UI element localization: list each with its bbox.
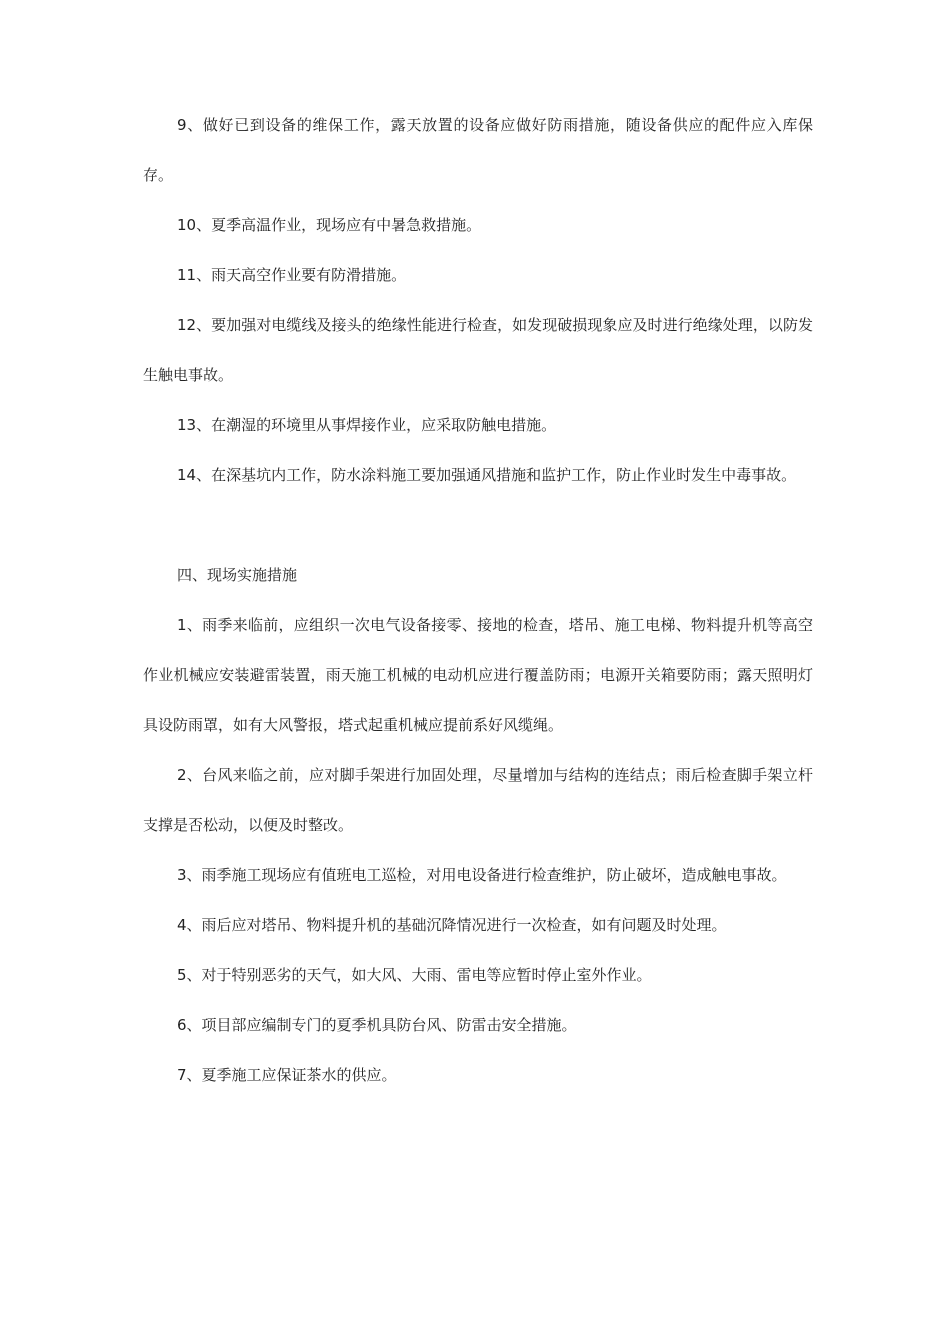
measure-item-3: 3、雨季施工现场应有值班电工巡检，对用电设备进行检查维护，防止破坏，造成触电事故。 (177, 866, 787, 884)
section-heading: 四、现场实施措施 (177, 566, 298, 584)
measure-item-1: 1、雨季来临前，应组织一次电气设备接零、接地的检查，塔吊、施工电梯、物料提升机等高空作业机械应安装避雷装置，雨天施工机械的电动机应进行覆盖防雨；电源开关箱要防雨；露天照明灯具设防雨罩，如有大风警报，塔式起重机械应提前系好风缆绳。 (143, 616, 813, 734)
measure-item-4: 4、雨后应对塔吊、物料提升机的基础沉降情况进行一次检查，如有问题及时处理。 (177, 916, 727, 934)
measure-item-7: 7、夏季施工应保证茶水的供应。 (177, 1066, 397, 1084)
document-body (143, 100, 813, 1100)
measure-item-5: 5、对于特别恶劣的天气，如大风、大雨、雷电等应暂时停止室外作业。 (177, 966, 652, 984)
paragraph-item-13: 13、在潮湿的环境里从事焊接作业，应采取防触电措施。 (177, 416, 557, 434)
paragraph-item-10: 10、夏季高温作业，现场应有中暑急救措施。 (177, 216, 482, 234)
paragraph-item-14: 14、在深基坑内工作，防水涂料施工要加强通风措施和监护工作，防止作业时发生中毒事故。 (177, 466, 797, 484)
section-spacer (143, 500, 813, 550)
paragraph-item-12: 12、要加强对电缆线及接头的绝缘性能进行检查，如发现破损现象应及时进行绝缘处理，以防发生触电事故。 (143, 316, 813, 384)
measure-item-2: 2、台风来临之前，应对脚手架进行加固处理，尽量增加与结构的连结点；雨后检查脚手架立杆支撑是否松动，以便及时整改。 (143, 766, 813, 834)
paragraph-item-11: 11、雨天高空作业要有防滑措施。 (177, 266, 407, 284)
measure-item-6: 6、项目部应编制专门的夏季机具防台风、防雷击安全措施。 (177, 1016, 577, 1034)
paragraph-item-9: 9、做好已到设备的维保工作，露天放置的设备应做好防雨措施，随设备供应的配件应入库保存。 (143, 116, 813, 184)
